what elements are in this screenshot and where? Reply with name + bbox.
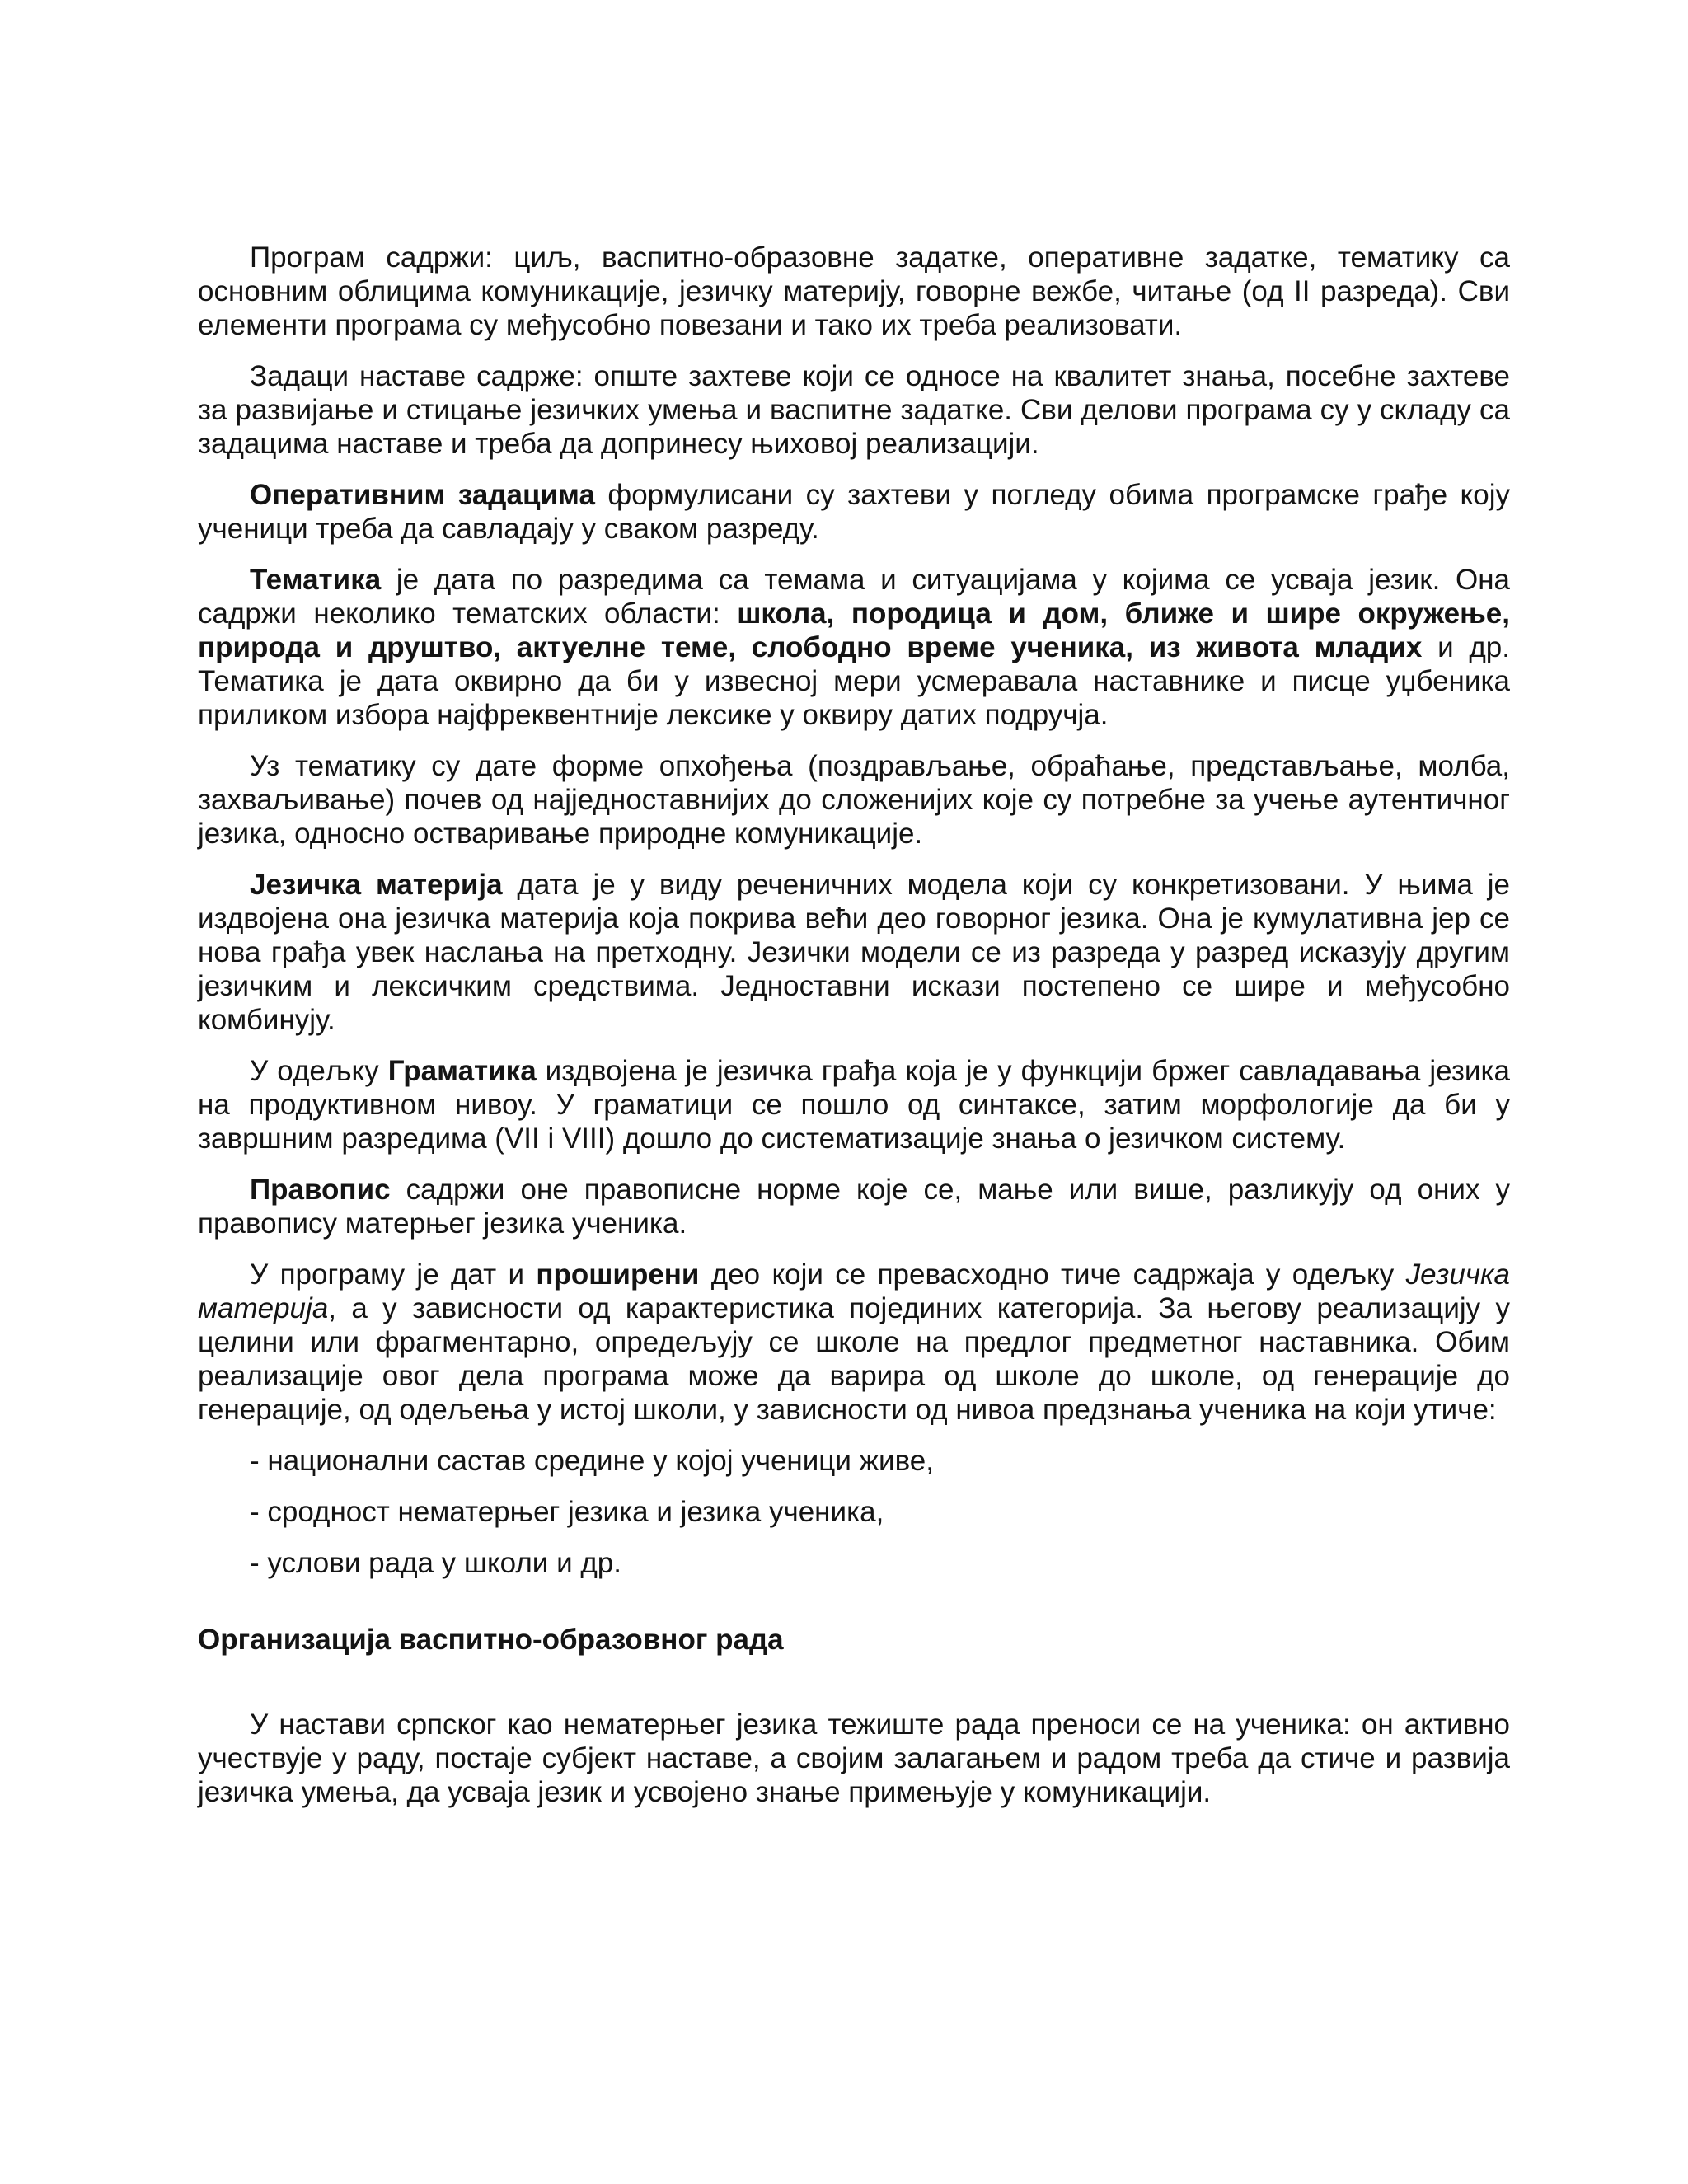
body-paragraphs xyxy=(198,241,1510,1427)
text-run: У програму је дат и xyxy=(250,1258,537,1291)
text-run: садржи оне правописне норме које се, мање или више, разликују од оних у правопису матерњег језика ученика. xyxy=(198,1174,1510,1240)
paragraph xyxy=(198,868,1510,1037)
text-run: дата је у виду реченичних модела који су конкретизовани. У њима је издвојена она језичка материја која покрива већи део говорног језика. Она је кумулативна јер се нова грађа увек наслања на претходну. Језички модели се из разреда у разред исказују другим језичким и лексичким средствима. Једноставни искази постепено се шире и међусобно комбинују. xyxy=(198,869,1510,1036)
paragraph xyxy=(198,359,1510,461)
text-run: је дата по разредима са темама и ситуацијама у којима се усваја језик. Она садржи неколико тематских области: xyxy=(198,564,1510,630)
paragraph xyxy=(198,241,1510,342)
text-run: Задаци наставе садрже: опште захтеве који се односе на квалитет знања, посебне захтеве за развијање и стицање језичких умења и васпитне задатке. Сви делови програма су у складу са задацима наставе и треба да допринесу њиховој реализацији. xyxy=(198,360,1510,460)
paragraph xyxy=(198,1258,1510,1427)
bold-term: школа, породица и дом, ближе и шире окружење, природа и друштво, актуелне теме, слободно време ученика, из живота младих xyxy=(198,598,1510,663)
paragraph xyxy=(198,1054,1510,1155)
list-item: - сродност нематерњег језика и језика ученика, xyxy=(250,1496,884,1528)
bold-term: проширени xyxy=(536,1258,700,1291)
text-run: део који се превасходно тиче садржаја у одељку xyxy=(699,1258,1406,1291)
bold-term: Језичка материја xyxy=(250,869,503,901)
paragraph xyxy=(198,1173,1510,1240)
text-run: формулисани су захтеви у погледу обима програмске грађе коју ученици треба да савладају у сваком разреду. xyxy=(198,479,1510,545)
paragraph xyxy=(198,563,1510,732)
list-item: - услови рада у школи и др. xyxy=(250,1547,621,1579)
factor-list xyxy=(198,1444,1510,1580)
bold-term: Правопис xyxy=(250,1174,391,1206)
bold-term: Оперативним задацима xyxy=(250,479,595,511)
text-run: , а у зависности од карактеристика појединих категорија. За његову реализацију у целини или фрагментарно, опредељују се школе на предлог предметног наставника. Обим реализације овог дела програма може да варира од школе до школе, од генерације до генерације, од одељења у истој школи, у зависности од нивоа предзнања ученика на који утиче: xyxy=(198,1292,1510,1426)
paragraph xyxy=(198,749,1510,851)
text-run: Програм садржи: циљ, васпитно-образовне задатке, оперативне задатке, тематику са основним облицима комуникације, језичку материју, говорне вежбе, читање (од II разреда). Сви елементи програма су међусобно повезани и тако их треба реализовати. xyxy=(198,241,1510,341)
text-run: издвојена је језичка грађа која је у функцији бржег савладавања језика на продуктивном нивоу. У граматици се пошло од синтаксе, затим морфологије да би у завршним разредима (VII i VIII) дошло до систематизације знања о језичком систему. xyxy=(198,1055,1510,1155)
text-run: У одељку xyxy=(250,1055,388,1087)
italic-term: Језичка материја xyxy=(198,1258,1510,1324)
closing-paragraph: У настави српског као нематерњег језика тежиште рада преноси се на ученика: он активно учествује у раду, постаје субјект наставе, а својим залагањем и радом треба да стиче и развија језичка умења, да усваја језик и усвојено знање примењује у комуникацији. xyxy=(198,1708,1510,1808)
list-item: - национални састав средине у којој ученици живе, xyxy=(250,1445,934,1477)
paragraph xyxy=(198,478,1510,546)
document-page xyxy=(198,241,1510,1826)
bold-term: Граматика xyxy=(387,1055,537,1087)
text-run: и др. Тематика је дата оквирно да би у извесној мери усмеравала наставнике и писце уџбеника приликом избора најфреквентније лексике у оквиру датих подручја. xyxy=(198,631,1510,731)
text-run: Уз тематику су дате форме опхођења (поздрављање, обраћање, представљање, молба, захваљивање) почев од најједноставнијих до сложенијих које су потребне за учење аутентичног језика, односно остваривање природне комуникације. xyxy=(198,750,1510,850)
section-heading: Организација васпитно-образовног рада xyxy=(198,1624,784,1656)
bold-term: Тематика xyxy=(250,564,382,596)
